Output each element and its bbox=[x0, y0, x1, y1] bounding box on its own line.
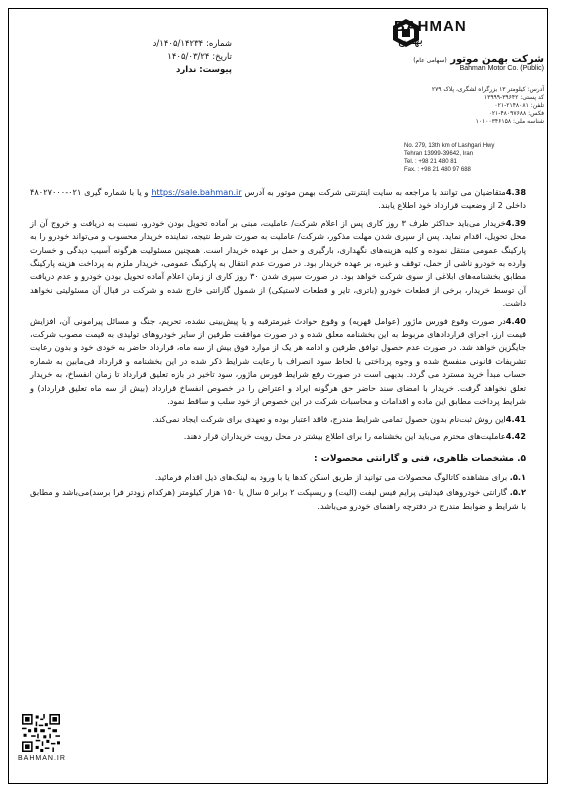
clause-number: 4.38 bbox=[505, 187, 527, 197]
letter-attachment: پیوست: ندارد bbox=[176, 65, 232, 75]
letter-meta bbox=[122, 38, 232, 77]
address-en-tel: Tel. : +98 21 480 81 bbox=[404, 159, 457, 165]
qr-code-icon[interactable] bbox=[22, 714, 60, 752]
letter-body bbox=[30, 186, 526, 515]
clause-5-1 bbox=[30, 471, 526, 484]
clause-text: در صورت وقوع فورس ماژور (عوامل قهریه) و وقوع حوادث غیرمترقبه و یا پیش‌بینی نشده، تحریم، جنگ و مسائل پیرامونی آن، افزایش قیمت ارز، اجرای قراردادهای مربوط به این بخشنامه معلق شده و در صورت موافقت طرفین از سایر خودروهای تولیدی به قیمت مصوب شرکت، جایگزین خواهد شد. در صورت عدم حصول توافق طرفین و ادامه هر یک از موارد فوق بیش از سه ماه، قرارداد حاضر به خودی خود و بدون رعایت تشریفات قانونی منفسخ شده و وجوه پرداختی با لحاظ سود انصراف با رعایت شرایط ذکر شده در این بخشنامه و قرارداد فی‌مابین به شماره حساب مبدأ خرید مسترد می گردد. بدیهی است در صورت رفع شرایط فورس ماژور، سود تاخیر در بازه تعلیق قرارداد تا زمان انفساخ، به خریدار تعلق نخواهد گرفت. خریدار با امضای سند حاضر حق هرگونه ایراد و اعتراض را در خصوص انفساخ قرارداد (بیش از سه ماه تعلیق قرارداد) و شرایط پرداخت مطابق این ماده و اقدامات و محاسبات شرکت در این خصوص از خود سلب و ساقط نمود. bbox=[30, 315, 526, 407]
company-name bbox=[413, 54, 544, 72]
clause-text: گارانتی خودروهای فیدلیتی پرایم فیس لیفت (الیت) و ریسپکت ۲ برابر ۵ سال یا ۱۵۰ هزار کیلومتر (هرکدام زودتر فرا برسد)می‌باشد و مطابق با شرایط و ضوابط مندرج در دفترچه راهنمای خودرو می‌باشد. bbox=[30, 487, 526, 511]
footer-url[interactable]: BAHMAN.IR bbox=[18, 755, 66, 762]
clause-4-41 bbox=[30, 413, 526, 426]
clause-5-2 bbox=[30, 486, 526, 513]
company-type: (سهامی عام) bbox=[413, 57, 447, 64]
clause-4-38 bbox=[30, 186, 526, 213]
address-en-line: No. 279, 13th km of Lashgari Hwy bbox=[404, 143, 495, 149]
clause-number: 4.40 bbox=[505, 315, 526, 326]
company-name-fa: شرکت بهمن موتور bbox=[450, 54, 544, 65]
logo-wordmark: BAHMAN bbox=[394, 18, 467, 35]
address-en bbox=[404, 142, 544, 174]
postal-code: کد پستی: ۳۹۶۴۲-۱۳۹۹۹ bbox=[483, 94, 544, 101]
clause-number: ۵.۱. bbox=[509, 471, 526, 482]
address-fa bbox=[394, 86, 544, 126]
clause-4-40 bbox=[30, 315, 526, 409]
phone: تلفن: ۲۱۴۸۰۸۱-۰۲۱ bbox=[494, 102, 544, 109]
clause-number: ۵.۲. bbox=[509, 487, 527, 498]
clause-text: عاملیت‌های محترم می‌باید این بخشنامه را برای اطلاع بیشتر در محل رویت خریداران قرار دهند. bbox=[183, 430, 506, 441]
clause-number: 4.42 bbox=[505, 430, 526, 441]
clause-text: این روش ثبت‌نام بدون حصول تمامی شرایط مندرج، فاقد اعتبار بوده و تعهدی برای شرکت ایجاد نمی‌کند. bbox=[152, 413, 506, 424]
address-line: آدرس: کیلومتر ۱۳ بزرگراه لشگری، پلاک ۲۷۹ bbox=[431, 86, 544, 93]
clause-4-39 bbox=[30, 217, 526, 311]
clause-number: 4.41 bbox=[505, 413, 526, 424]
sale-site-link[interactable]: https://sale.bahman.ir bbox=[151, 187, 242, 197]
national-id: شناسه ملی: ۱۰۱۰۰۳۴۶۱۵۸ bbox=[475, 118, 544, 125]
clause-text: برای مشاهده کاتالوگ محصولات می توانید از طریق اسکن کدها یا با ورود به لینک‌های ذیل اقدام فرمائید. bbox=[154, 471, 508, 482]
clause-number: 4.39 bbox=[505, 217, 526, 228]
section-5-heading: ۵. مشخصات ظاهری، فنی و گارانتی محصولات : bbox=[314, 454, 526, 465]
fax: فکس: ۴۸۰۹۷۶۸۸-۰۲۱ bbox=[488, 110, 544, 117]
clause-4-42 bbox=[30, 430, 526, 443]
letter-date: تاریخ: ۱۴۰۵/۰۳/۲۴ bbox=[167, 52, 232, 62]
clause-text: خریدار می‌باید حداکثر ظرف ۳ روز کاری پس از اعلام شرکت/ عاملیت، مبنی بر آماده تحویل بودن خودرو، نسبت به دریافت و خروج آن از محل تحویل، اقدام نماید. پس از سپری شدن مهلت مذکور، شرکت/ عاملیت به صورت شرط نتیجه، نماینده خریدار محسوب و می‌تواند خودرو را به پارکینگ عمومی منتقل نموده و کلیه هزینه‌های نگهداری، بارگیری و حمل بر عهده خریدار است. همچنین مسئولیت هرگونه آسیب دیدگی و خسارت وارده به خودرو ناشی از حمل، توقف و غیره، بر عهده خریدار بود. در صورت عدم انتقال به پارکینگ عمومی، خریدار ملزم به پرداخت هزینه پارکینگ مطابق بخشنامه‌های ابلاغی از سوی شرکت خواهد بود. در صورت سپری شدن ۳۰ روز کاری از زمان اعلام آماده تحویل بودن خودرو و عدم دریافت آن توسط خریدار، برخی از قطعات خودرو (باتری، تایر و قطعات لاستیکی) از شمول گارانتی خارج شده و شرکت در قبال آن مسئولیتی نخواهد داشت. bbox=[30, 217, 526, 309]
company-name-en: Bahman Motor Co. (Public) bbox=[459, 65, 544, 72]
address-en-fax: Fax. : +98 21 480 97 688 bbox=[404, 167, 471, 173]
letter-number: شماره: ۱۴۰۵/۱۴۲۳۴/د bbox=[152, 39, 232, 49]
clause-text: متقاضیان می توانند با مراجعه به سایت اینترنتی شرکت بهمن موتور به آدرس bbox=[244, 187, 506, 197]
company-logo bbox=[394, 18, 544, 54]
address-en-city: Tehran 13999-39642, Iran bbox=[404, 151, 474, 157]
logo-persian: بهمن bbox=[398, 33, 423, 47]
clause-text-cont: و یا با شماره گیری ۰۲۱-۴۸۰۲۷۰۰۰ داخلی 2 از وضعیت قرارداد خود اطلاع یابند. bbox=[30, 187, 526, 211]
